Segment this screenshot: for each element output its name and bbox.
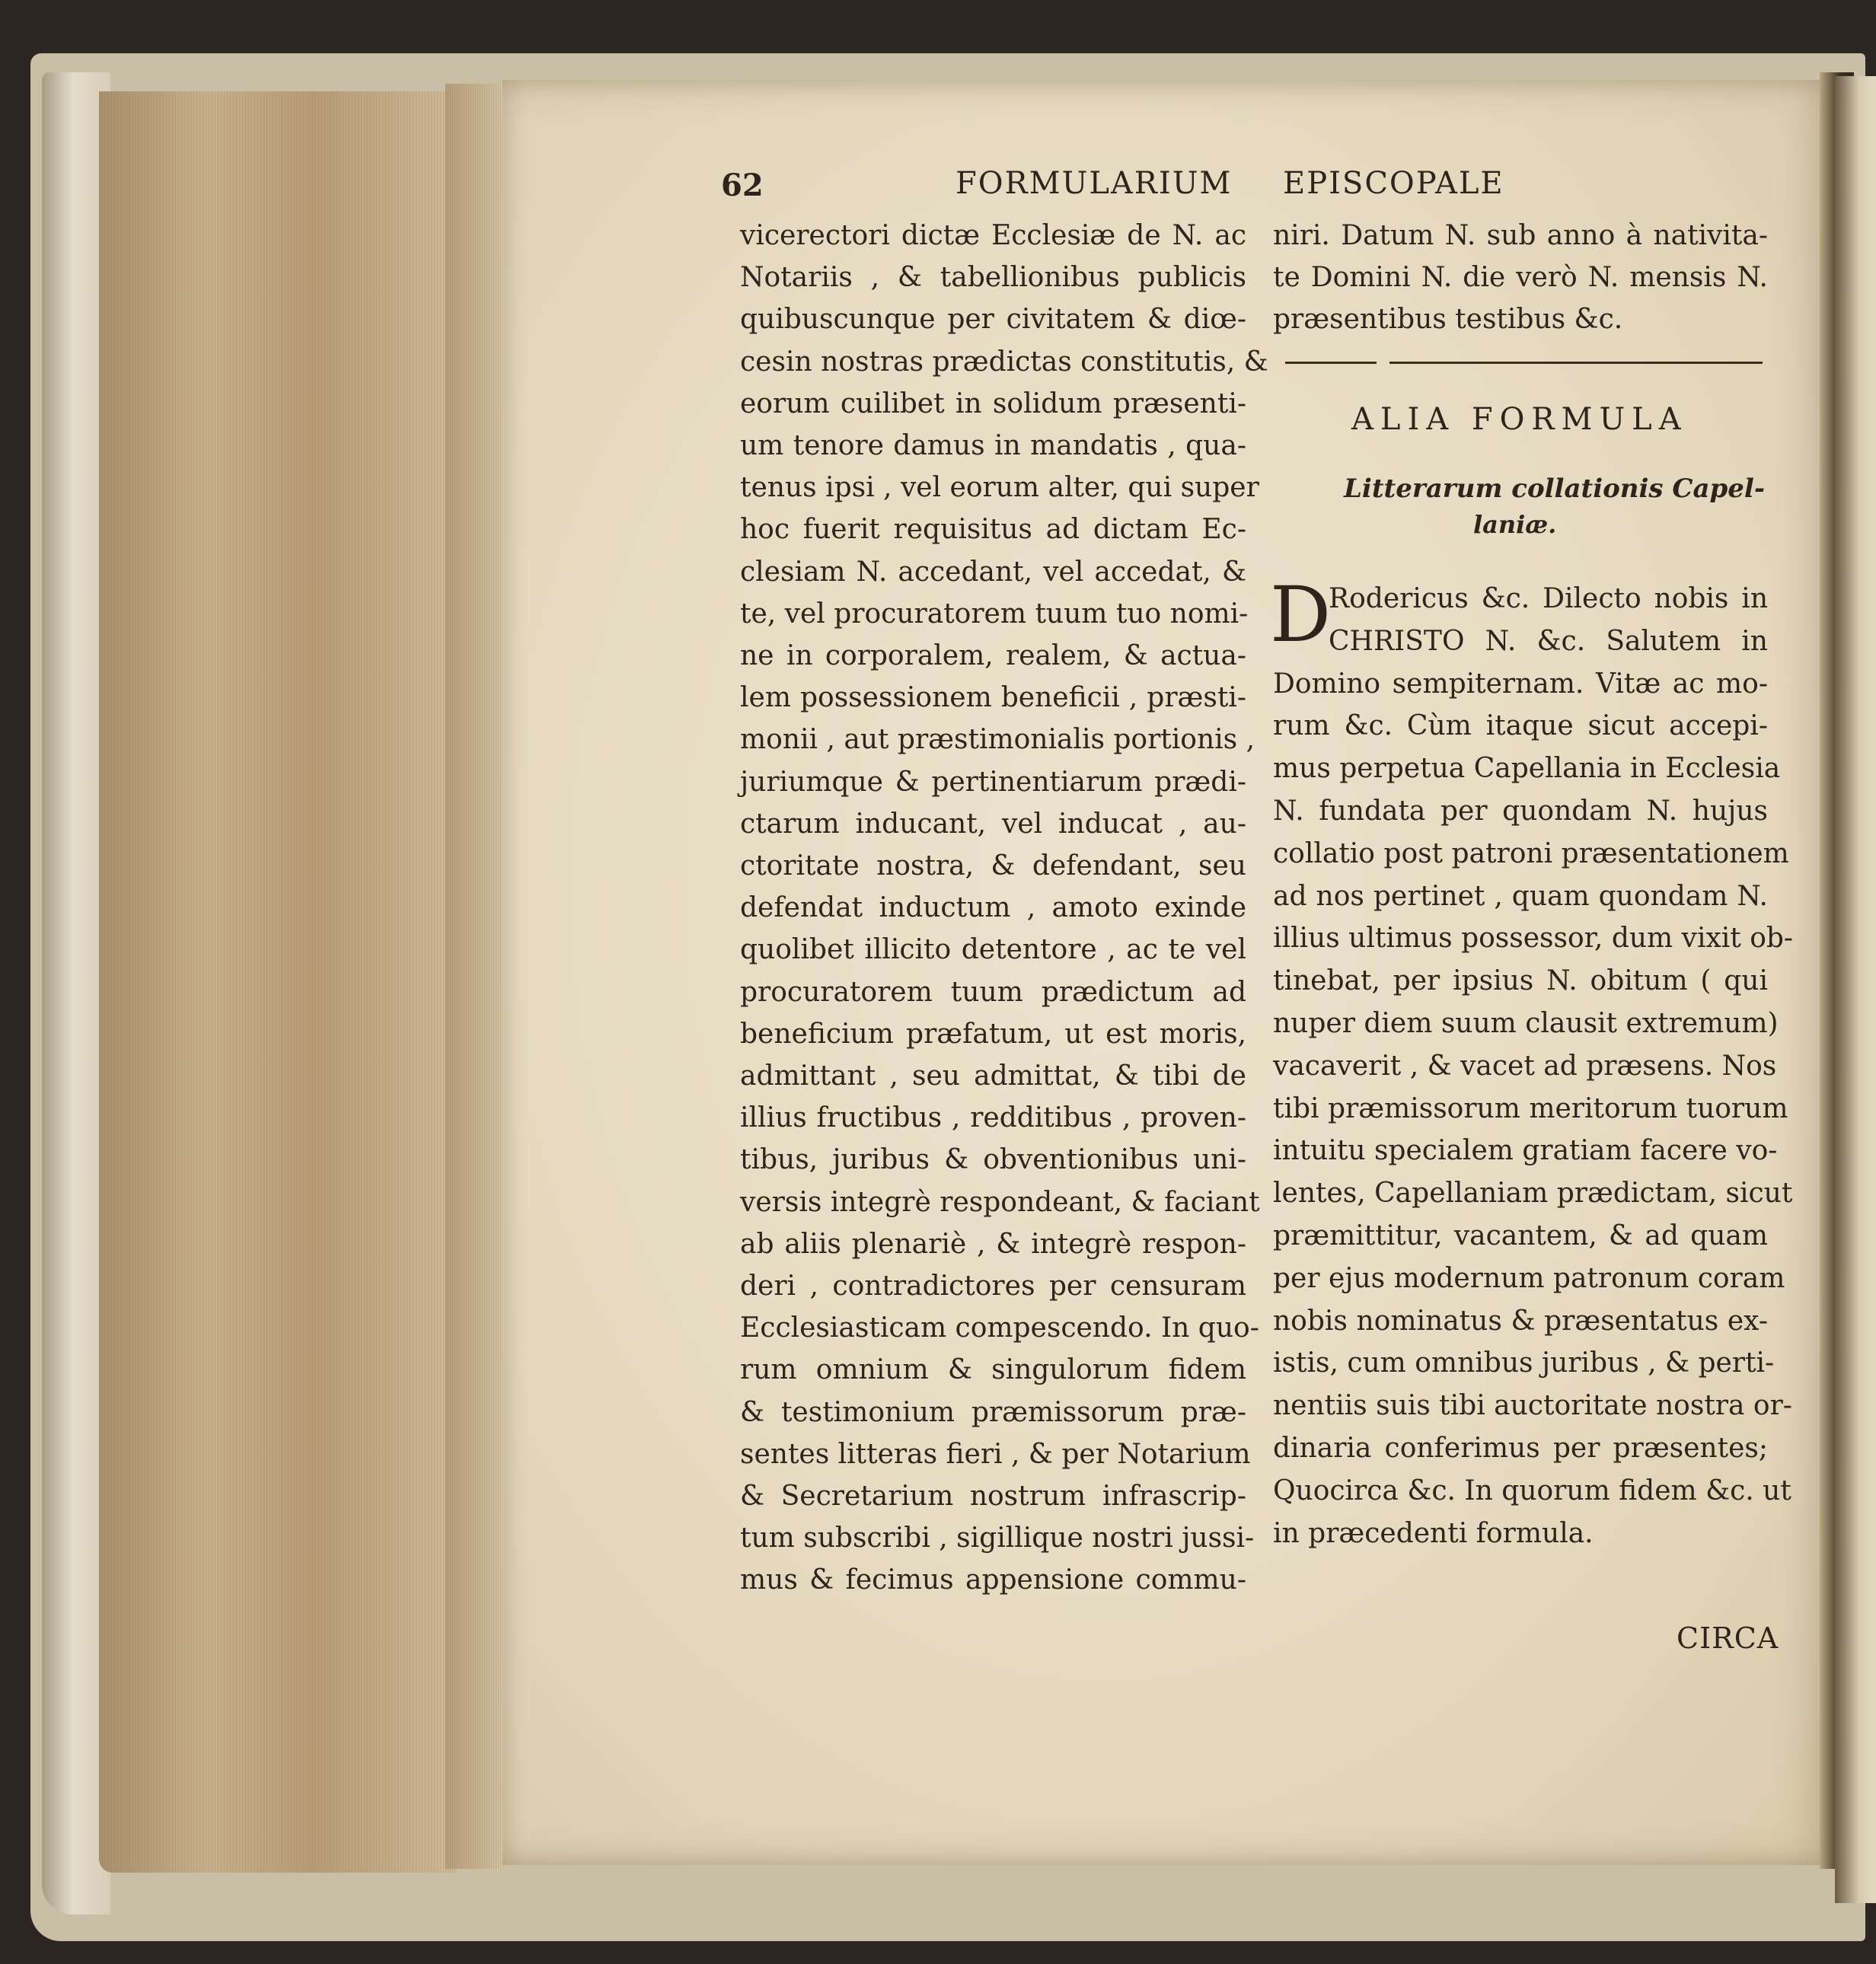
- text-line: defendat inductum , amoto exinde: [740, 892, 1246, 924]
- text-line: cesin nostras prædictas constitutis, &: [740, 346, 1268, 378]
- section-rule-short: [1285, 362, 1377, 364]
- text-line: nentiis suis tibi auctoritate nostra or-: [1273, 1390, 1792, 1422]
- text-line: mus & fecimus appensione commu-: [740, 1564, 1246, 1596]
- text-line: tibus, juribus & obventionibus uni-: [740, 1144, 1246, 1176]
- text-line: procuratorem tuum prædictum ad: [740, 976, 1246, 1008]
- text-line: lentes, Capellaniam prædictam, sicut: [1273, 1178, 1793, 1210]
- text-line: in præcedenti formula.: [1273, 1517, 1594, 1549]
- text-line: præsentibus testibus &c.: [1273, 304, 1623, 335]
- text-line: dinaria conferimus per præsentes;: [1273, 1433, 1768, 1464]
- text-line: tum subscribi , sigillique nostri jussi-: [740, 1522, 1255, 1554]
- text-line: illius ultimus possessor, dum vixit ob-: [1273, 923, 1794, 955]
- text-line: nobis nominatus & præsentatus ex-: [1273, 1305, 1768, 1337]
- section-rule-long: [1389, 362, 1763, 364]
- text-line: Ecclesiasticam compescendo. In quo-: [740, 1312, 1259, 1344]
- text-line: ctarum inducant, vel inducat , au-: [740, 808, 1246, 840]
- text-line: tibi præmissorum meritorum tuorum: [1273, 1092, 1788, 1124]
- text-line: tenus ipsi , vel eorum alter, qui super: [740, 472, 1259, 504]
- text-line: ctoritate nostra, & defendant, seu: [740, 850, 1246, 882]
- text-line: Domino sempiternam. Vitæ ac mo-: [1273, 668, 1768, 700]
- text-line: deri , contradictores per censuram: [740, 1271, 1246, 1302]
- text-line: Rodericus &c. Dilecto nobis in: [1329, 583, 1768, 614]
- section-title: ALIA FORMULA: [1351, 402, 1688, 437]
- text-line: rum omnium & singulorum fidem: [740, 1354, 1246, 1386]
- text-line: vacaverit , & vacet ad præsens. Nos: [1273, 1050, 1777, 1082]
- text-line: per ejus modernum patronum coram: [1273, 1262, 1785, 1294]
- text-line: monii , aut præstimonialis portionis ,: [740, 724, 1255, 756]
- running-head-left: FORMULARIUM: [956, 166, 1233, 201]
- text-line: beneficium præfatum, ut est moris,: [740, 1018, 1246, 1050]
- text-line: mus perpetua Capellania in Ecclesia: [1273, 753, 1781, 785]
- text-line: quibuscunque per civitatem & diœ-: [740, 304, 1246, 336]
- text-line: præmittitur, vacantem, & ad quam: [1273, 1220, 1768, 1251]
- page-edges-left: [99, 91, 457, 1873]
- text-line: hoc fuerit requisitus ad dictam Ec-: [740, 514, 1246, 546]
- text-line: vicerectori dictæ Ecclesiæ de N. ac: [740, 220, 1246, 251]
- section-subtitle-continued: laniæ.: [1473, 510, 1557, 539]
- running-head-right: EPISCOPALE: [1283, 166, 1504, 201]
- text-line: admittant , seu admittat, & tibi de: [740, 1060, 1246, 1092]
- text-line: um tenore damus in mandatis , qua-: [740, 430, 1246, 461]
- text-line: intuitu specialem gratiam facere vo-: [1273, 1135, 1778, 1167]
- text-line: eorum cuilibet in solidum præsenti-: [740, 387, 1246, 419]
- text-line: rum &c. Cùm itaque sicut accepi-: [1273, 710, 1768, 742]
- text-line: lem possessionem beneficii , præsti-: [740, 682, 1246, 714]
- text-line: & testimonium præmissorum præ-: [740, 1396, 1246, 1428]
- text-line: sentes litteras fieri , & per Notarium: [740, 1438, 1251, 1470]
- drop-cap: D: [1270, 570, 1332, 659]
- text-line: niri. Datum N. sub anno à nativita-: [1273, 220, 1768, 251]
- text-line: tinebat, per ipsius N. obitum ( qui: [1273, 965, 1768, 997]
- text-line: & Secretarium nostrum infrascrip-: [740, 1481, 1246, 1512]
- text-line: N. fundata per quondam N. hujus: [1273, 795, 1768, 827]
- text-line: illius fructibus , redditibus , proven-: [740, 1102, 1246, 1134]
- text-line: clesiam N. accedant, vel accedat, &: [740, 556, 1246, 588]
- text-line: ad nos pertinet , quam quondam N.: [1273, 880, 1768, 912]
- text-line: nuper diem suum clausit extremum): [1273, 1008, 1779, 1039]
- text-line: te Domini N. die verò N. mensis N.: [1273, 262, 1768, 293]
- text-line: CHRISTO N. &c. Salutem in: [1329, 625, 1768, 657]
- text-line: quolibet illicito detentore , ac te vel: [740, 934, 1246, 966]
- text-line: Quocirca &c. In quorum fidem &c. ut: [1273, 1475, 1791, 1506]
- catchword: CIRCA: [1677, 1621, 1779, 1655]
- page-edges-inner: [445, 84, 502, 1869]
- text-line: ab aliis plenariè , & integrè respon-: [740, 1228, 1246, 1260]
- section-subtitle: Litterarum collationis Capel-: [1344, 473, 1765, 504]
- text-line: juriumque & pertinentiarum prædi-: [740, 766, 1246, 798]
- next-page-edge: [1835, 76, 1876, 1903]
- text-line: collatio post patroni præsentationem: [1273, 837, 1789, 869]
- text-line: ne in corporalem, realem, & actua-: [740, 640, 1246, 671]
- text-line: istis, cum omnibus juribus , & perti-: [1273, 1347, 1775, 1379]
- text-line: te, vel procuratorem tuum tuo nomi-: [740, 598, 1249, 630]
- text-line: versis integrè respondeant, & faciant: [740, 1186, 1260, 1218]
- text-line: Notariis , & tabellionibus publicis: [740, 262, 1246, 294]
- page-number: 62: [721, 167, 764, 203]
